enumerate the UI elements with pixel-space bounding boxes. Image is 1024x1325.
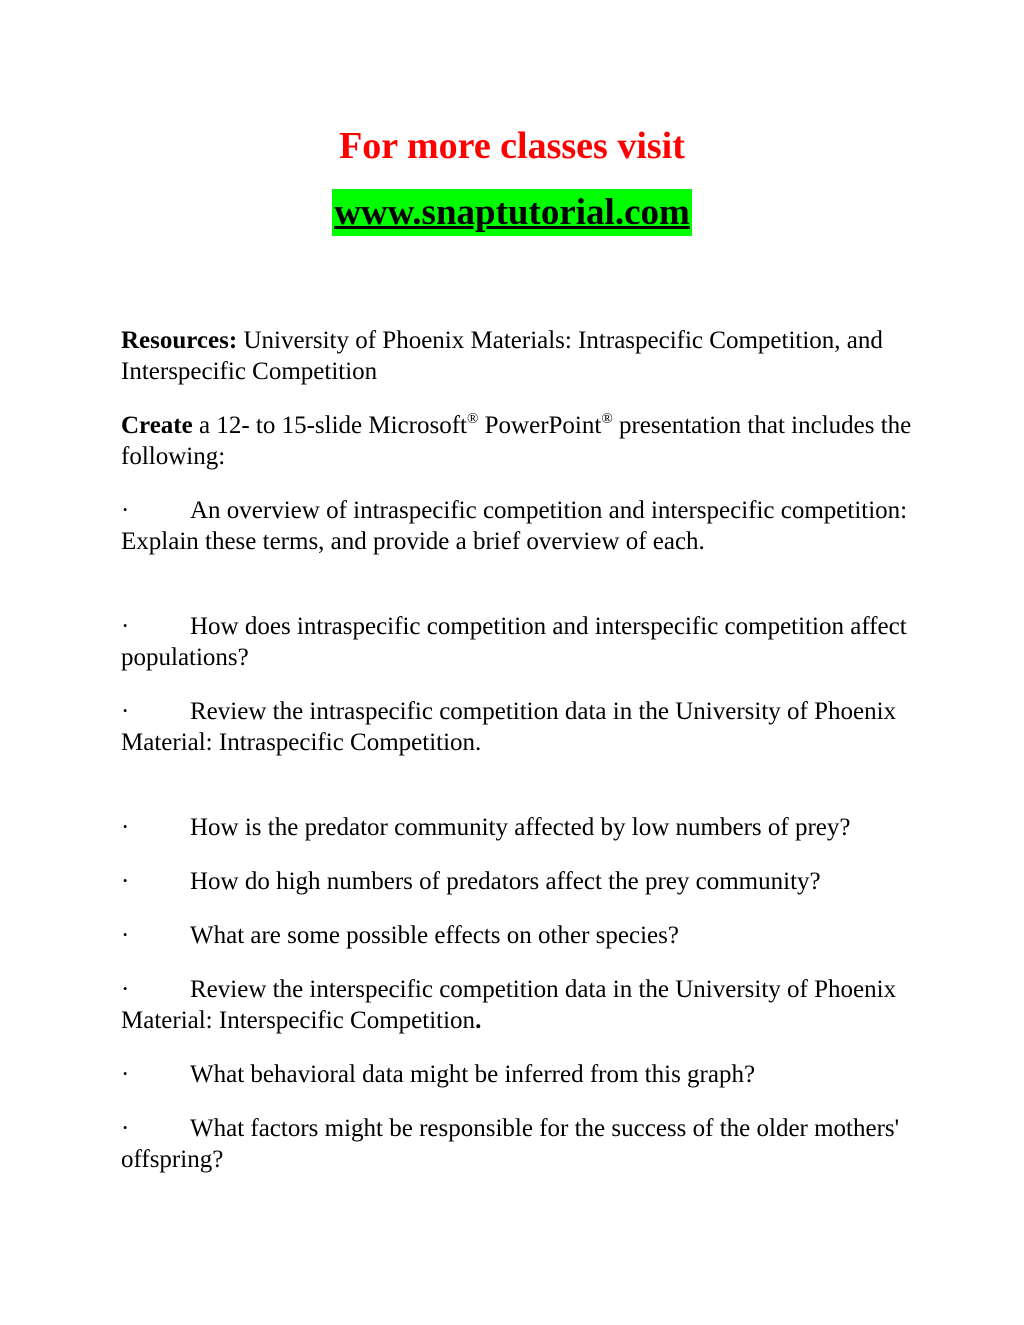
bullet-item — [121, 974, 921, 1036]
bullet-text: How is the predator community affected by low numbers of prey? — [190, 814, 851, 841]
bullet-item — [121, 611, 921, 673]
website-link[interactable]: www.snaptutorial.com — [332, 189, 692, 236]
create-paragraph — [121, 410, 921, 472]
resources-label: Resources: — [121, 327, 238, 354]
bullet-item — [121, 1113, 921, 1175]
bullet-text: What behavioral data might be inferred from this graph? — [190, 1061, 756, 1088]
resources-paragraph — [121, 325, 921, 387]
bullet-symbol: · — [121, 976, 130, 1003]
bullet-text: How does intraspecific competition and interspecific competition affect populations? — [121, 613, 907, 671]
document-body — [121, 325, 921, 1175]
bullet-text: Review the interspecific competition data in the University of Phoenix Material: Interspecific Competition — [121, 976, 897, 1034]
bullet-item — [121, 812, 921, 843]
bullet-item — [121, 495, 921, 557]
bullet-symbol: · — [121, 814, 130, 841]
create-text-b: PowerPoint — [478, 412, 602, 439]
bullet-item — [121, 866, 921, 897]
registered-mark-2: ® — [601, 411, 613, 427]
header-link-wrap — [0, 189, 1024, 236]
bullet-symbol: · — [121, 868, 130, 895]
create-text-c: presentation that includes the following: — [121, 412, 912, 470]
bullet-symbol: · — [121, 1061, 130, 1088]
bullet-item — [121, 920, 921, 951]
bullet-text: How do high numbers of predators affect the prey community? — [190, 868, 821, 895]
bullet-text: An overview of intraspecific competition and interspecific competition: Explain these terms, and provide a brief overview of each. — [121, 497, 908, 555]
header-title: For more classes visit — [339, 125, 685, 167]
create-text-a: a 12- to 15-slide Microsoft — [192, 412, 467, 439]
registered-mark-1: ® — [466, 411, 479, 427]
bullet-symbol: · — [121, 922, 130, 949]
bullet-item — [121, 696, 921, 758]
resources-text: University of Phoenix Materials: Intraspecific Competition, and Interspecific Competition — [121, 327, 883, 385]
bullet-symbol: · — [121, 1115, 130, 1142]
bullet-text: What factors might be responsible for the success of the older mothers' offspring? — [121, 1115, 900, 1173]
bullet-symbol: · — [121, 613, 130, 640]
bullet-text: What are some possible effects on other species? — [190, 922, 679, 949]
bullet-text: Review the intraspecific competition data in the University of Phoenix Material: Intraspecific Competition. — [121, 698, 897, 756]
create-label: Create — [121, 412, 193, 439]
bullet-symbol: · — [121, 497, 130, 524]
bullet-end-period: . — [475, 1007, 482, 1034]
bullet-symbol: · — [121, 698, 130, 725]
bullet-item — [121, 1059, 921, 1090]
